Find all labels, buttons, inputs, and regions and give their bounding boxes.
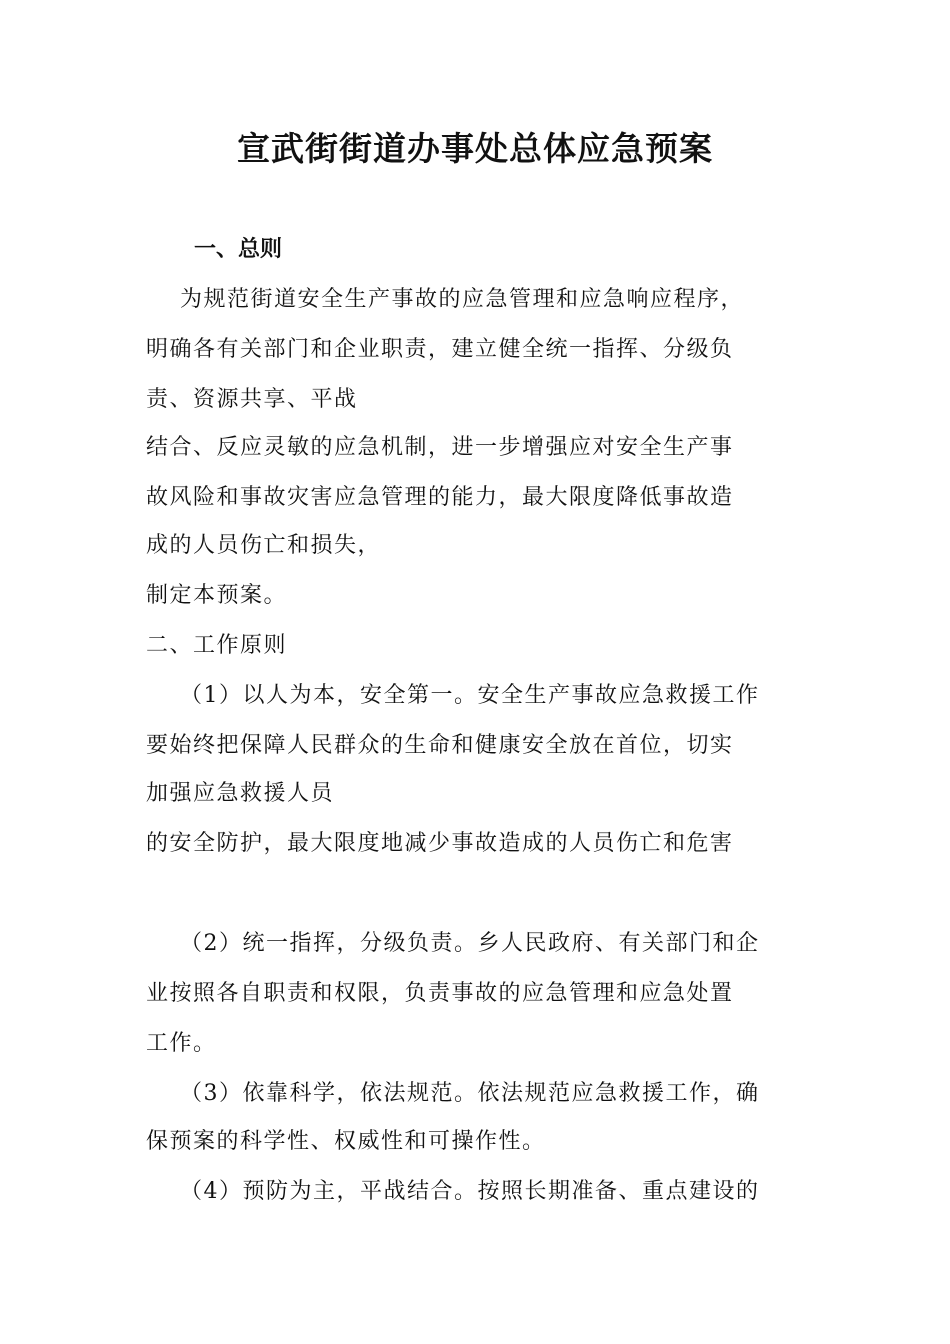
paragraph-line: （3）依靠科学，依法规范。依法规范应急救援工作，确 [180,1081,760,1106]
section-heading-general: 一、总则 [194,237,283,262]
paragraph-line: （4）预防为主，平战结合。按照长期准备、重点建设的 [180,1179,760,1204]
paragraph-line: 制定本预案。 [146,583,288,608]
paragraph-line: 结合、反应灵敏的应急机制，进一步增强应对安全生产事 [146,435,734,460]
paragraph-line: 保预案的科学性、权威性和可操作性。 [146,1129,546,1154]
paragraph-line: 工作。 [146,1031,217,1056]
paragraph-line: （1）以人为本，安全第一。安全生产事故应急救援工作 [180,683,760,708]
paragraph-line: 成的人员伤亡和损失， [146,533,382,558]
section-heading-principles: 二、工作原则 [146,633,288,658]
document-title: 宣武街街道办事处总体应急预案 [237,129,713,168]
paragraph-line: 加强应急救援人员 [146,781,335,806]
paragraph-line: 故风险和事故灾害应急管理的能力，最大限度降低事故造 [146,485,734,510]
paragraph-line: 的安全防护，最大限度地减少事故造成的人员伤亡和危害 [146,831,734,856]
paragraph-line: 业按照各自职责和权限，负责事故的应急管理和应急处置 [146,981,734,1006]
paragraph-line: 为规范街道安全生产事故的应急管理和应急响应程序， [180,287,745,312]
paragraph-line: 明确各有关部门和企业职责，建立健全统一指挥、分级负 [146,337,734,362]
paragraph-line: 要始终把保障人民群众的生命和健康安全放在首位，切实 [146,733,734,758]
paragraph-line: （2）统一指挥，分级负责。乡人民政府、有关部门和企 [180,931,760,956]
paragraph-line: 责、资源共享、平战 [146,387,358,412]
